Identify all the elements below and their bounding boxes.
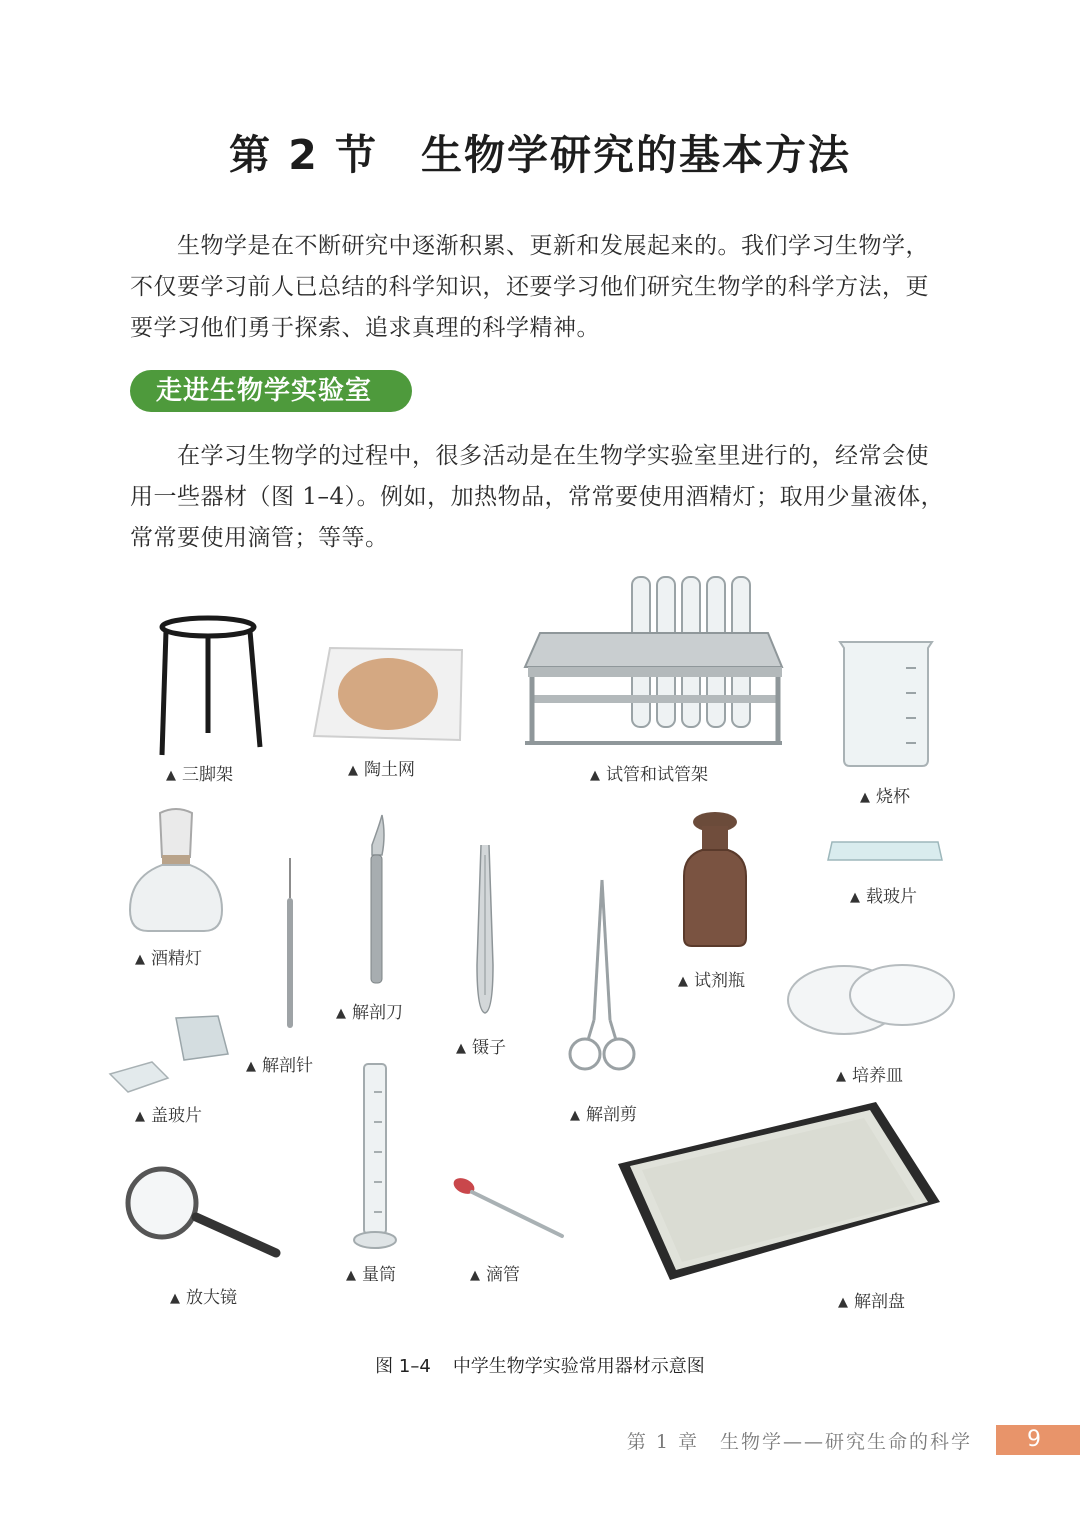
intro-paragraph [130,226,976,349]
lab-line: 常常要使用滴管；等等。 [130,525,389,551]
intro-line: 要学习他们勇于探索、追求真理的科学精神。 [130,315,600,341]
section-heading: 走进生物学实验室 [130,370,412,412]
dissecting-needle-caption: ▲ 解剖针 [246,1056,313,1076]
cylinder-caption: ▲ 量筒 [346,1265,396,1285]
lab-paragraph [130,436,976,559]
tube-rack-caption: ▲ 试管和试管架 [590,765,708,785]
tweezers-caption: ▲ 镊子 [456,1038,506,1058]
tripod-caption: ▲ 三脚架 [166,765,233,785]
beaker-caption: ▲ 烧杯 [860,787,910,807]
chapter-footer: 第 1 章 生物学——研究生命的科学 [626,1431,972,1453]
slide-caption: ▲ 载玻片 [850,887,917,907]
figure-caption [0,1352,1080,1378]
magnifier-caption: ▲ 放大镜 [170,1288,237,1308]
alcohol-lamp-caption: ▲ 酒精灯 [135,949,202,969]
page-title: 第 2 节 生物学研究的基本方法 [228,131,852,179]
lab-line: 用一些器材（图 1–4）。例如，加热物品，常常要使用酒精灯；取用少量液体， [130,484,945,510]
figure-number: 图 1–4 [375,1356,431,1377]
intro-line: 生物学是在不断研究中逐渐积累、更新和发展起来的。我们学习生物学， [130,233,929,259]
figure-caption-text: 中学生物学实验常用器材示意图 [452,1356,705,1377]
tray-caption: ▲ 解剖盘 [838,1292,905,1312]
cover-slip-caption: ▲ 盖玻片 [135,1106,202,1126]
scalpel-caption: ▲ 解剖刀 [336,1003,403,1023]
intro-line: 不仅要学习前人已总结的科学知识，还要学习他们研究生物学的科学方法，更 [130,274,929,300]
lab-line: 在学习生物学的过程中，很多活动是在生物学实验室里进行的，经常会使 [130,443,929,469]
gauze-caption: ▲ 陶土网 [348,760,415,780]
scissors-caption: ▲ 解剖剪 [570,1105,637,1125]
reagent-bottle-caption: ▲ 试剂瓶 [678,971,745,991]
dropper-caption: ▲ 滴管 [470,1265,520,1285]
page-number: 9 [996,1425,1080,1455]
petri-dish-caption: ▲ 培养皿 [836,1066,903,1086]
